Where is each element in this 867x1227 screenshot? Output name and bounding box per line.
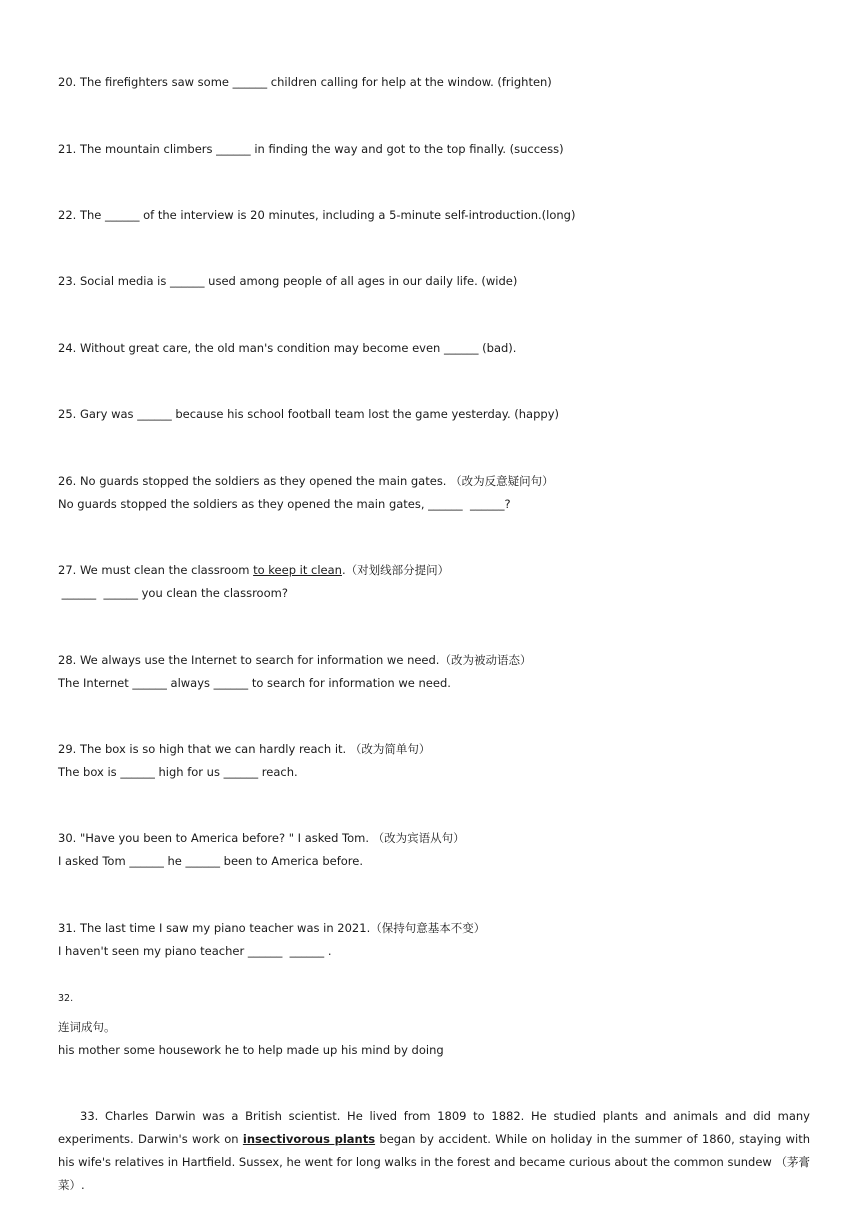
question-32-number: 32. bbox=[58, 993, 74, 1004]
question-27-prompt bbox=[58, 562, 449, 578]
question-27-prompt-after: .（对划线部分提问） bbox=[341, 563, 450, 577]
question-30-prompt: 30. "Have you been to America before? " I asked Tom. （改为宾语从句） bbox=[58, 831, 465, 845]
question-23: 23. Social media is ______ used among people of all ages in our daily life. (wide) bbox=[58, 274, 518, 288]
question-20: 20. The firefighters saw some ______ children calling for help at the window. (frighten) bbox=[58, 75, 552, 89]
question-33-passage bbox=[58, 1105, 810, 1197]
question-26-answer: No guards stopped the soldiers as they opened the main gates, ______ ______? bbox=[58, 497, 511, 511]
question-22: 22. The ______ of the interview is 20 minutes, including a 5-minute self-introduction.(long) bbox=[58, 208, 576, 222]
question-28-answer: The Internet ______ always ______ to search for information we need. bbox=[58, 676, 451, 690]
question-27-prompt-before: 27. We must clean the classroom bbox=[58, 563, 254, 577]
question-33-text-2: began by accident. While on holiday in the summer of 1860, staying with his wife's relatives in Hartfield. Sussex, he went for long walks in the forest and became curious about the common sundew （茅膏菜）. bbox=[58, 1132, 811, 1192]
question-29-answer: The box is ______ high for us ______ reach. bbox=[58, 765, 298, 779]
question-25: 25. Gary was ______ because his school football team lost the game yesterday. (happy) bbox=[58, 407, 559, 421]
question-27-underlined: to keep it clean bbox=[253, 563, 342, 577]
question-21: 21. The mountain climbers ______ in finding the way and got to the top finally. (success) bbox=[58, 142, 564, 156]
question-32-instruction: 连词成句。 bbox=[58, 1020, 116, 1034]
question-33-text-1: 33. Charles Darwin was a British scientist. He lived from 1809 to 1882. He studied plants and animals and did many experiments. Darwin's work on bbox=[58, 1109, 810, 1146]
question-33-highlight: insectivorous plants bbox=[242, 1132, 376, 1146]
question-24: 24. Without great care, the old man's condition may become even ______ (bad). bbox=[58, 341, 517, 355]
question-31-prompt: 31. The last time I saw my piano teacher was in 2021.（保持句意基本不变） bbox=[58, 921, 486, 935]
question-32-words: his mother some housework he to help made up his mind by doing bbox=[58, 1043, 444, 1057]
question-27-answer: ______ ______ you clean the classroom? bbox=[58, 586, 288, 600]
question-31-answer: I haven't seen my piano teacher ______ ______ . bbox=[58, 944, 332, 958]
question-28-prompt: 28. We always use the Internet to search for information we need.（改为被动语态） bbox=[58, 653, 532, 667]
question-29-prompt: 29. The box is so high that we can hardly reach it. （改为简单句） bbox=[58, 742, 431, 756]
question-30-answer: I asked Tom ______ he ______ been to America before. bbox=[58, 854, 364, 868]
question-26-prompt: 26. No guards stopped the soldiers as they opened the main gates. （改为反意疑问句） bbox=[58, 474, 554, 488]
